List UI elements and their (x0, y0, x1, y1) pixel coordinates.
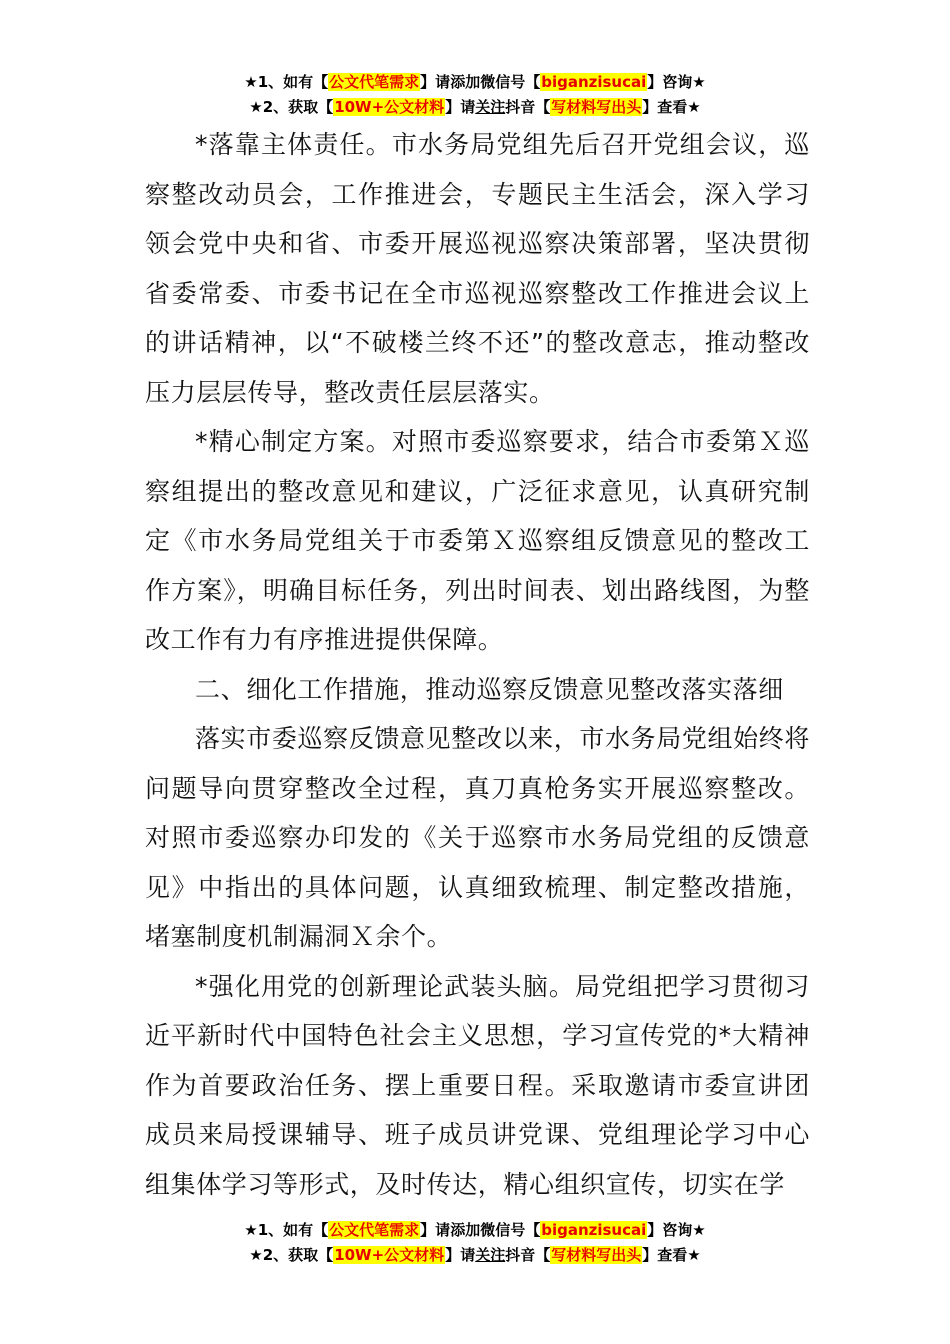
banner-text: ★2、获取【 (249, 1246, 334, 1264)
footer-banner (0, 1218, 950, 1268)
banner-text: 】咨询★ (647, 1221, 706, 1239)
paragraph-rectification: 落实市委巡察反馈意见整改以来，市水务局党组始终将问题导向贯穿整改全过程，真刀真枪务实开展巡察整改。对照市委巡察办印发的《关于巡察市水务局党组的反馈意见》中指出的具体问题，认真细致梳理、制定整改措施，堵塞制度机制漏洞Ｘ余个。 (145, 724, 810, 951)
banner-text: 抖音【 (505, 98, 551, 116)
banner-text: 】查看★ (642, 1246, 701, 1264)
banner-highlight: 10W+公文材料 (334, 1246, 445, 1264)
banner-text: 抖音【 (505, 1246, 551, 1264)
section-heading: 二、细化工作措施，推动巡察反馈意见整改落实落细 (195, 674, 784, 704)
banner-emphasis: 关注 (475, 98, 506, 116)
paragraph-responsibility: *落靠主体责任。市水务局党组先后召开党组会议，巡察整改动员会，工作推进会，专题民主生活会，深入学习领会党中央和省、市委开展巡视巡察决策部署，坚决贯彻省委常委、市委书记在全市巡视巡察整改工作推进会议上的讲话精神，以“不破楼兰终不还”的整改意志，推动整改压力层层传导，整改责任层层落实。 (145, 130, 810, 407)
banner-text: ★2、获取【 (249, 98, 334, 116)
banner-highlight: 写材料写出头 (551, 98, 642, 116)
banner-text: 】请 (445, 98, 476, 116)
banner-text: 】请 (420, 73, 451, 91)
banner-line-1 (0, 70, 950, 95)
banner-highlight: 写材料写出头 (551, 1246, 642, 1264)
banner-text: 微信号【 (480, 1221, 541, 1239)
banner-highlight: biganzisucai (541, 73, 647, 91)
banner-highlight: 公文代笔需求 (329, 73, 420, 91)
banner-text: ★1、如有【 (244, 1221, 329, 1239)
banner-highlight: biganzisucai (541, 1221, 647, 1239)
banner-text: 】请 (420, 1221, 451, 1239)
banner-emphasis: 添加 (450, 1221, 481, 1239)
banner-emphasis: 关注 (475, 1246, 506, 1264)
banner-highlight: 公文代笔需求 (329, 1221, 420, 1239)
paragraph-plan: *精心制定方案。对照市委巡察要求，结合市委第Ｘ巡察组提出的整改意见和建议，广泛征求意见，认真研究制定《市水务局党组关于市委第Ｘ巡察组反馈意见的整改工作方案》，明确目标任务，列出时间表、划出路线图，为整改工作有力有序推进提供保障。 (145, 427, 810, 654)
banner-emphasis: 添加 (450, 73, 481, 91)
header-banner (0, 70, 950, 120)
banner-text: 微信号【 (480, 73, 541, 91)
banner-text: 】咨询★ (647, 73, 706, 91)
banner-text: 】查看★ (642, 98, 701, 116)
banner-line-2 (0, 1243, 950, 1268)
paragraph-theory-study: *强化用党的创新理论武装头脑。局党组把学习贯彻习近平新时代中国特色社会主义思想，学习宣传党的*大精神作为首要政治任务、摆上重要日程。采取邀请市委宣讲团成员来局授课辅导、班子成员讲党课、党组理论学习中心组集体学习等形式，及时传达，精心组织宣传，切实在学 (145, 971, 810, 1199)
document-body (145, 120, 810, 1209)
banner-line-1 (0, 1218, 950, 1243)
banner-line-2 (0, 95, 950, 120)
banner-text: ★1、如有【 (244, 73, 329, 91)
banner-text: 】请 (445, 1246, 476, 1264)
banner-highlight: 10W+公文材料 (334, 98, 445, 116)
